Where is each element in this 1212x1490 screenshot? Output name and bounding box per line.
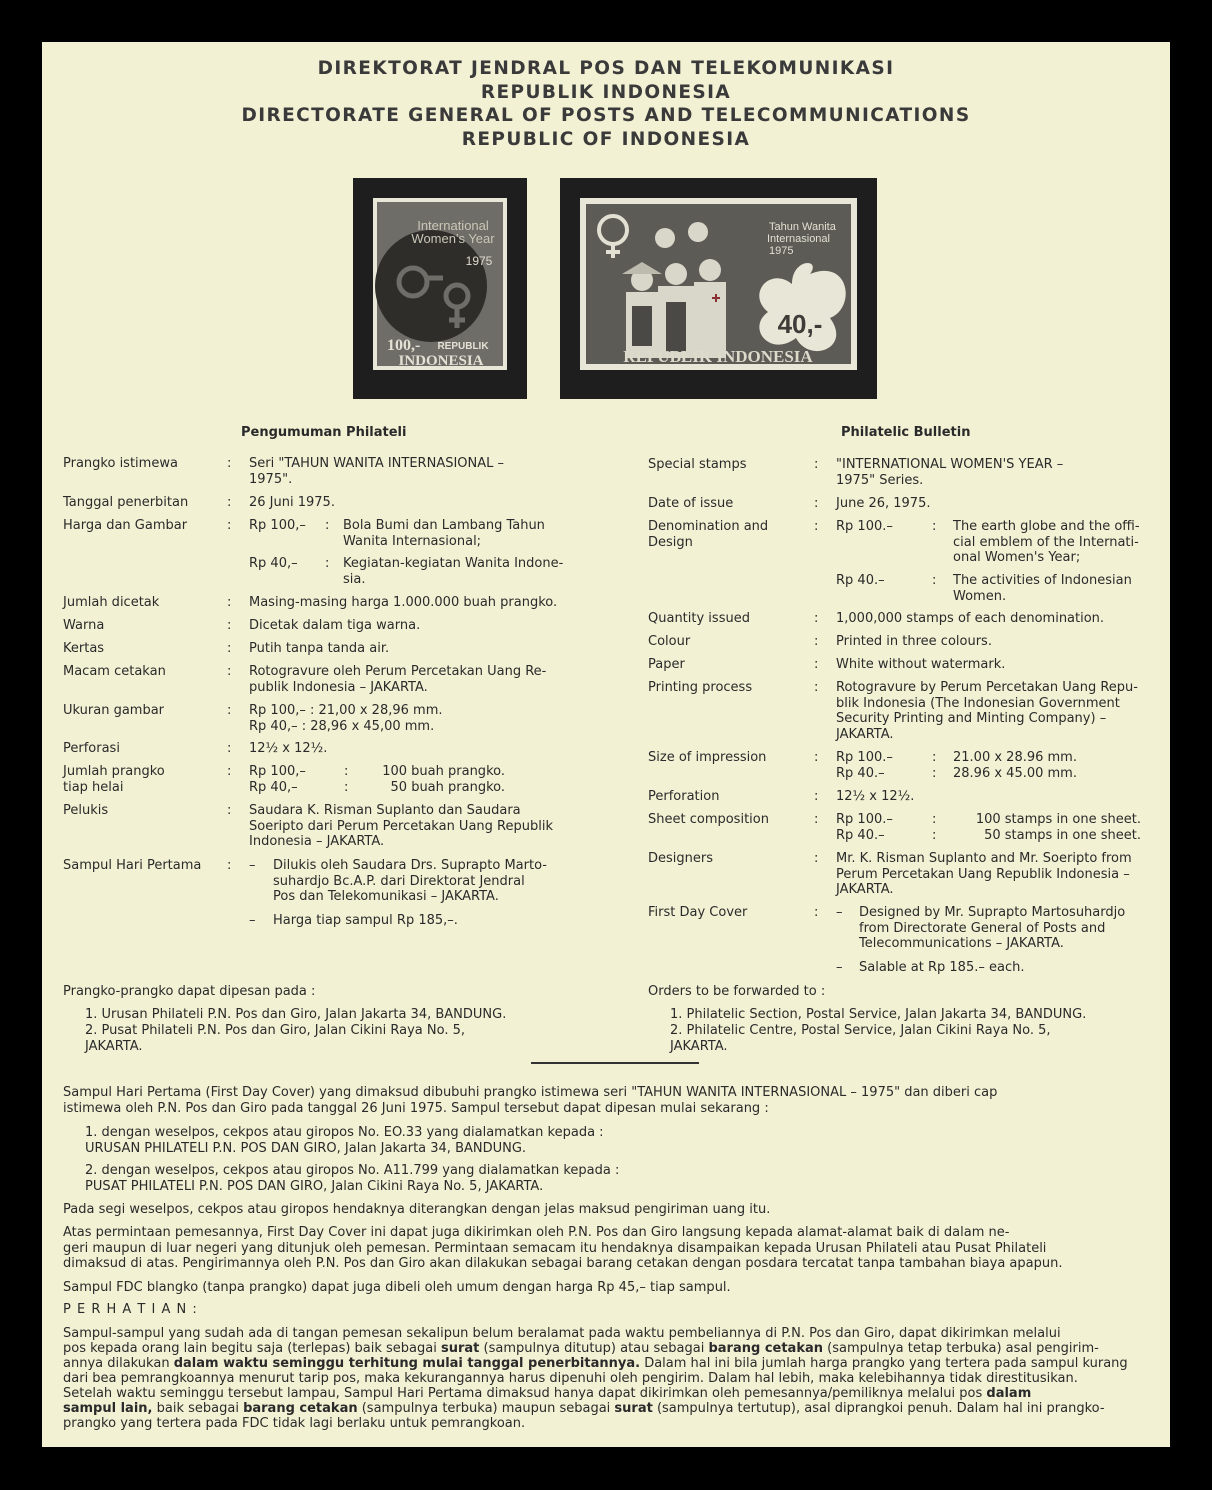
header-line-1: DIREKTORAT JENDRAL POS DAN TELEKOMUNIKASI — [317, 58, 895, 79]
value-paper: White without watermark. — [836, 657, 1006, 672]
value-ukuran: Rp 100,– : 21,00 x 28,96 mm. Rp 40,– : 28,96 x 45,00 mm. — [249, 703, 443, 734]
label-tanggal: Tanggal penerbitan — [63, 495, 189, 510]
sheet-rp: Rp 100.– Rp 40.– — [836, 812, 893, 843]
value-jumlah: Masing-masing harga 1.000.000 buah prangko. — [249, 595, 558, 610]
stamp-100-year: 1975 — [465, 254, 493, 268]
harga-rp100: Rp 100,– — [249, 518, 306, 533]
label-paper: Paper — [648, 657, 685, 672]
warning-line-4: dari bea pemrangkoannya menurut tarip pos, maka kekurangannya harus dipenuhi oleh pengirim. Dalam hal lebih, maka kelebihannya tidak direstitusikan. — [63, 1371, 1078, 1386]
value-pelukis: Saudara K. Risman Suplanto dan Saudara Soeripto dari Perum Percetakan Uang Republik Indonesia – JAKARTA. — [249, 803, 553, 849]
stamp-40-text-2: Internasional — [767, 233, 830, 245]
right-order-1: 1. Philatelic Section, Postal Service, Jalan Jakarta 34, BANDUNG. — [670, 1007, 1087, 1022]
left-order-1: 1. Urusan Philateli P.N. Pos dan Giro, Jalan Jakarta 34, BANDUNG. — [85, 1007, 507, 1022]
warning-line-2: pos kepada orang lain begitu saja (terlepas) baik sebagai surat (sampulnya ditutup) atau sebagai barang cetakan (sampulnya tetap terbuka) asal pengirim- — [63, 1341, 1099, 1356]
value-colour: Printed in three colours. — [836, 634, 992, 649]
value-fdc-2: Salable at Rp 185.– each. — [859, 960, 1025, 975]
warning-line-7: prangko yang tertera pada FDC tidak lagi berlaku untuk pemrangkoan. — [63, 1416, 526, 1431]
value-prangko: Seri "TAHUN WANITA INTERNASIONAL – 1975". — [249, 456, 505, 487]
right-order-intro: Orders to be forwarded to : — [648, 984, 826, 999]
left-section-title: Pengumuman Philateli — [241, 425, 407, 440]
value-date: June 26, 1975. — [836, 496, 931, 511]
jumlah-prangko-rp: Rp 100,– Rp 40,– — [249, 764, 306, 795]
stamp-40-value: 40,- — [777, 309, 823, 339]
value-sampul-2: Harga tiap sampul Rp 185,–. — [273, 913, 458, 928]
stamp-100-text-1: International — [417, 218, 489, 233]
stamp-40-year: 1975 — [769, 245, 794, 257]
stamp-100-value: 100,- — [387, 337, 421, 354]
label-pelukis: Pelukis — [63, 803, 109, 818]
jumlah-prangko-val: 100 buah prangko. 50 buah prangko. — [382, 764, 505, 795]
label-perforasi: Perforasi — [63, 741, 120, 756]
label-sheet: Sheet composition — [648, 812, 769, 827]
stamp-40-country: REPUBLIK INDONESIA — [623, 347, 813, 366]
left-order-2: 2. Pusat Philateli P.N. Pos dan Giro, Jalan Cikini Raya No. 5, JAKARTA. — [85, 1023, 465, 1054]
header-line-4: REPUBLIC OF INDONESIA — [461, 129, 751, 150]
denom-rp40-desc: The activities of Indonesian Women. — [953, 573, 1132, 604]
value-fdc-1: Designed by Mr. Suprapto Martosuhardjo from Directorate General of Posts and Telecommunications – JAKARTA. — [859, 905, 1126, 951]
fdc-order-item-2: 2. dengan weselpos, cekpos atau giropos No. A11.799 yang dialamatkan kepada : PUSAT PHILATELI P.N. POS DAN GIRO, Jalan Cikini Raya No. 5, JAKARTA. — [85, 1163, 620, 1194]
label-jumlah: Jumlah dicetak — [63, 595, 160, 610]
label-size: Size of impression — [648, 750, 767, 765]
warning-line-1: Sampul-sampul yang sudah ada di tangan pemesan sekalipun belum beralamat pada waktu pembeliannya di P.N. Pos dan Giro, dapat dikirimkan melalui — [63, 1326, 1061, 1341]
label-jumlah-prangko: Jumlah prangko tiap helai — [63, 764, 165, 795]
label-date: Date of issue — [648, 496, 734, 511]
label-macam: Macam cetakan — [63, 664, 166, 679]
size-val: 21.00 x 28.96 mm. 28.96 x 45.00 mm. — [953, 750, 1077, 781]
label-printing: Printing process — [648, 680, 753, 695]
label-fdc: First Day Cover — [648, 905, 748, 920]
label-qty: Quantity issued — [648, 611, 750, 626]
label-special: Special stamps — [648, 457, 747, 472]
fdc-blank-paragraph: Sampul FDC blangko (tanpa prangko) dapat juga dibeli oleh umum dengan harga Rp 45,– tiap sampul. — [63, 1280, 731, 1295]
value-tanggal: 26 Juni 1975. — [249, 495, 335, 510]
value-perf: 12½ x 12½. — [836, 789, 915, 804]
warning-line-5: Setelah waktu seminggu tersebut lampau, Sampul Hari Pertama dimaksud hanya dapat dikirimkan oleh pemesannya/pemiliknya melalui pos dalam — [63, 1386, 1032, 1401]
stamp-100-image — [353, 178, 527, 399]
stamp-100-frame — [353, 178, 527, 399]
value-designers: Mr. K. Risman Suplanto and Mr. Soeripto from Perum Percetakan Uang Republik Indonesia – JAKARTA. — [836, 851, 1132, 897]
denom-rp100-desc: The earth globe and the offi- cial emblem of the Internati- onal Women's Year; — [953, 519, 1140, 565]
label-kertas: Kertas — [63, 641, 105, 656]
fdc-intro-paragraph: Sampul Hari Pertama (First Day Cover) yang dimaksud dibubuhi prangko istimewa seri "TAHUN WANITA INTERNASIONAL – 1975" dan diberi cap istimewa oleh P.N. Pos dan Giro pada tanggal 26 Juni 1975. Sampul tersebut dapat dipesan mulai sekarang : — [63, 1085, 998, 1116]
bulletin-sheet: DIREKTORAT JENDRAL POS DAN TELEKOMUNIKASI REPUBLIK INDONESIA DIRECTORATE GENERAL OF POSTS AND TELECOMMUNICATIONS REPUBLIC OF INDONESIA International Women's Year 1975 100,- REPUBLIK INDONESIA 40,- Tahun Wanita Internasional 1975 REPUBLIK INDONESIA Pengumuman Philateli Philatelic Bulletin Prangko istimewa : Seri "TAHUN WANITA INTERNASIONAL – 1975". Tanggal penerbitan : 26 Juni 1975. Harga dan Gambar : Rp 100,– : Bola Bumi dan Lambang Tahun Wanita Internasional; Rp 40,– : Kegiatan-kegiatan Wanita Indone- sia. Jumlah dicetak : Masing-masing harga 1.000.000 buah prangko. Warna : Dicetak dalam tiga warna. Kertas : Putih tanpa tanda air. Macam cetakan : Rotogravure oleh Perum Percetakan Uang Re- publik Indonesia – JAKARTA. Ukuran gambar : Rp 100,– : 21,00 x 28,96 mm. Rp 40,– : 28,96 x 45,00 mm. Perforasi : 12½ x 12½. Jumlah prangko tiap helai : Rp 100,– Rp 40,– : : 100 buah prangko. 50 buah prangko. Pelukis : Saudara K. Risman Suplanto dan Saudara Soeripto dari Perum Percetakan Uang Republik Indonesia – JAKARTA. Sampul Hari Pertama : – Dilukis oleh Saudara Drs. Suprapto Marto- suhardjo Bc.A.P. dari Direktorat Jendral Pos dan Telekomunikasi – JAKARTA. – Harga tiap sampul Rp 185,–. Prangko-prangko dapat dipesan pada : 1. Urusan Philateli P.N. Pos dan Giro, Jalan Jakarta 34, BANDUNG. 2. Pusat Philateli P.N. Pos dan Giro, Jalan Cikini Raya No. 5, JAKARTA. Special stamps : "INTERNATIONAL WOMEN'S YEAR – 1975" Series. Date of issue : June 26, 1975. Denomination and Design : Rp 100.– : The earth globe and the offi- cial emblem of the Internati- onal Women's Year; Rp 40.– : The activities of Indonesian Women. Quantity issued : 1,000,000 stamps of each denomination. Colour : Printed in three colours. Paper : White without watermark. Printing process : Rotogravure by Perum Percetakan Uang Repu- blik Indonesia (The Indonesian Government Security Printing and Minting Company) – JAKARTA. Size of impression : Rp 100.– Rp 40.– : : 21.00 x 28.96 mm. 28.96 x 45.00 mm. Perforation : 12½ x 12½. Sheet composition : Rp 100.– Rp 40.– : : 100 stamps in one sheet. 50 stamps in one sheet. Designers : Mr. K. Risman Suplanto and Mr. Soeripto from Perum Percetakan Uang Republik Indonesia – JAKARTA. First Day Cover : – Designed by Mr. Suprapto Martosuhardjo from Directorate General of Posts and Telecommunications – JAKARTA. – Salable at Rp 185.– each. Orders to be forwarded to : 1. Philatelic Section, Postal Service, Jalan Jakarta 34, BANDUNG. 2. Philatelic Centre, Postal Service, Jalan Cikini Raya No. 5, JAKARTA. Sampul Hari Pertama (First Day Cover) yang dimaksud dibubuhi prangko istimewa seri "TAHUN WANITA INTERNASIONAL – 1975" dan diberi cap istimewa oleh P.N. Pos dan Giro pada tanggal 26 Juni 1975. Sampul tersebut dapat dipesan mulai sekarang : 1. dengan weselpos, cekpos atau giropos No. EO.33 yang dialamatkan kepada : URUSAN PHILATELI P.N. POS DAN GIRO, Jalan Jakarta 34, BANDUNG. 2. dengan weselpos, cekpos atau giropos No. A11.799 yang dialamatkan kepada : PUSAT PHILATELI P.N. POS DAN GIRO, Jalan Cikini Raya No. 5, JAKARTA. Pada segi weselpos, cekpos atau giropos hendaknya diterangkan dengan jelas maksud pengiriman uang itu. Atas permintaan pemesannya, First Day Cover ini dapat juga dikirimkan oleh P.N. Pos dan Giro langsung kepada alamat-alamat baik di dalam ne- geri maupun di luar negeri yang ditunjuk oleh pemesan. Permintaan semacam itu hendaknya disampaikan kepada Urusan Philateli atau Pusat Philateli dimaksud di atas. Pengirimannya oleh P.N. Pos dan Giro akan dilakukan sebagai barang cetakan dengan posdara tercatat tanpa tambahan biaya apapun. Sampul FDC blangko (tanpa prangko) dapat juga dibeli oleh umum dengan harga Rp 45,– tiap sampul. P E R H A T I A N : Sampul-sampul yang sudah ada di tangan pemesan sekalipun belum beralamat pada waktu pembeliannya di P.N. Pos dan Giro, dapat dikirimkan melalui pos kepada orang lain begitu saja (terlepas) baik sebagai surat (sampulnya ditutup) atau sebagai barang cetakan (sampulnya tetap terbuka) asal pengirim- annya dilakukan dalam waktu seminggu terhitung mulai tanggal penerbitannya. Dalam hal ini bila jumlah harga prangko yang tertera pada sampul kurang dari bea pemrangkoannya menurut tarip pos, maka kekurangannya harus dipenuhi oleh pengirim. Dalam hal lebih, maka kelebihannya tidak direstitusikan. Setelah waktu seminggu tersebut lampau, Sampul Hari Pertama dimaksud hanya dapat dikirimkan oleh pemesannya/pemiliknya melalui pos dalam sampul lain, baik sebagai barang cetakan (sampulnya terbuka) maupun sebagai surat (sampulnya tertutup), asal diprangkoi penuh. Dalam hal ini prangko- prangko yang tertera pada FDC tidak lagi berlaku untuk pemrangkoan. — [42, 42, 1170, 1447]
right-order-2: 2. Philatelic Centre, Postal Service, Jalan Cikini Raya No. 5, JAKARTA. — [670, 1023, 1051, 1054]
value-sampul-1: Dilukis oleh Saudara Drs. Suprapto Marto- suhardjo Bc.A.P. dari Direktorat Jendral Pos dan Telekomunikasi – JAKARTA. — [273, 858, 547, 904]
label-harga: Harga dan Gambar — [63, 518, 188, 533]
fdc-order-item-1: 1. dengan weselpos, cekpos atau giropos No. EO.33 yang dialamatkan kepada : URUSAN PHILATELI P.N. POS DAN GIRO, Jalan Jakarta 34, BANDUNG. — [85, 1125, 604, 1156]
perhatian-heading: P E R H A T I A N : — [63, 1302, 198, 1317]
sheet-val: 100 stamps in one sheet. 50 stamps in one sheet. — [975, 812, 1141, 843]
section-divider — [531, 1062, 699, 1064]
stamp-100-country-2: INDONESIA — [398, 353, 484, 369]
stamp-100-text-2: Women's Year — [411, 231, 495, 246]
value-macam: Rotogravure oleh Perum Percetakan Uang Re- publik Indonesia – JAKARTA. — [249, 664, 547, 695]
denom-rp40: Rp 40.– — [836, 573, 885, 588]
value-perforasi: 12½ x 12½. — [249, 741, 328, 756]
stamp-100-country-1: REPUBLIK — [437, 341, 489, 352]
harga-rp100-desc: Bola Bumi dan Lambang Tahun Wanita Internasional; — [343, 518, 545, 549]
warning-line-3: annya dilakukan dalam waktu seminggu terhitung mulai tanggal penerbitannya. Dalam hal ini bila jumlah harga prangko yang tertera pada sampul kurang — [63, 1356, 1128, 1371]
stamp-40-frame — [560, 178, 877, 399]
header-line-2: REPUBLIK INDONESIA — [480, 82, 732, 103]
right-section-title: Philatelic Bulletin — [841, 425, 971, 440]
harga-rp40: Rp 40,– — [249, 556, 298, 571]
denom-rp100: Rp 100.– — [836, 519, 893, 534]
label-designers: Designers — [648, 851, 713, 866]
value-printing: Rotogravure by Perum Percetakan Uang Repu- blik Indonesia (The Indonesian Government Security Printing and Minting Company) – JAKARTA. — [836, 680, 1138, 742]
size-rp: Rp 100.– Rp 40.– — [836, 750, 893, 781]
label-ukuran: Ukuran gambar — [63, 703, 165, 718]
value-qty: 1,000,000 stamps of each denomination. — [836, 611, 1105, 626]
fdc-payment-note: Pada segi weselpos, cekpos atau giropos hendaknya diterangkan dengan jelas maksud pengiriman uang itu. — [63, 1202, 771, 1217]
label-denom: Denomination and Design — [648, 519, 769, 550]
label-colour: Colour — [648, 634, 691, 649]
value-warna: Dicetak dalam tiga warna. — [249, 618, 421, 633]
label-warna: Warna — [63, 618, 105, 633]
label-perf: Perforation — [648, 789, 720, 804]
fdc-delivery-paragraph: Atas permintaan pemesannya, First Day Cover ini dapat juga dikirimkan oleh P.N. Pos dan Giro langsung kepada alamat-alamat baik di dalam ne- geri maupun di luar negeri yang ditunjuk oleh pemesan. Permintaan semacam itu hendaknya disampaikan kepada Urusan Philateli atau Pusat Philateli dimaksud di atas. Pengirimannya oleh P.N. Pos dan Giro akan dilakukan sebagai barang cetakan dengan posdara tercatat tanpa tambahan biaya apapun. — [63, 1225, 1063, 1271]
harga-rp40-desc: Kegiatan-kegiatan Wanita Indone- sia. — [343, 556, 564, 587]
left-order-intro: Prangko-prangko dapat dipesan pada : — [63, 984, 316, 999]
stamp-40-text-1: Tahun Wanita — [769, 221, 836, 233]
label-sampul: Sampul Hari Pertama — [63, 858, 202, 873]
label-prangko: Prangko istimewa — [63, 456, 178, 471]
warning-line-6: sampul lain, baik sebagai barang cetakan (sampulnya terbuka) maupun sebagai surat (sampulnya tertutup), asal diprangkoi penuh. Dalam hal ini prangko- — [63, 1401, 1105, 1416]
value-special: "INTERNATIONAL WOMEN'S YEAR – 1975" Series. — [836, 457, 1064, 488]
value-kertas: Putih tanpa tanda air. — [249, 641, 390, 656]
stamp-40-image — [560, 178, 877, 399]
header-line-3: DIRECTORATE GENERAL OF POSTS AND TELECOMMUNICATIONS — [241, 105, 971, 126]
